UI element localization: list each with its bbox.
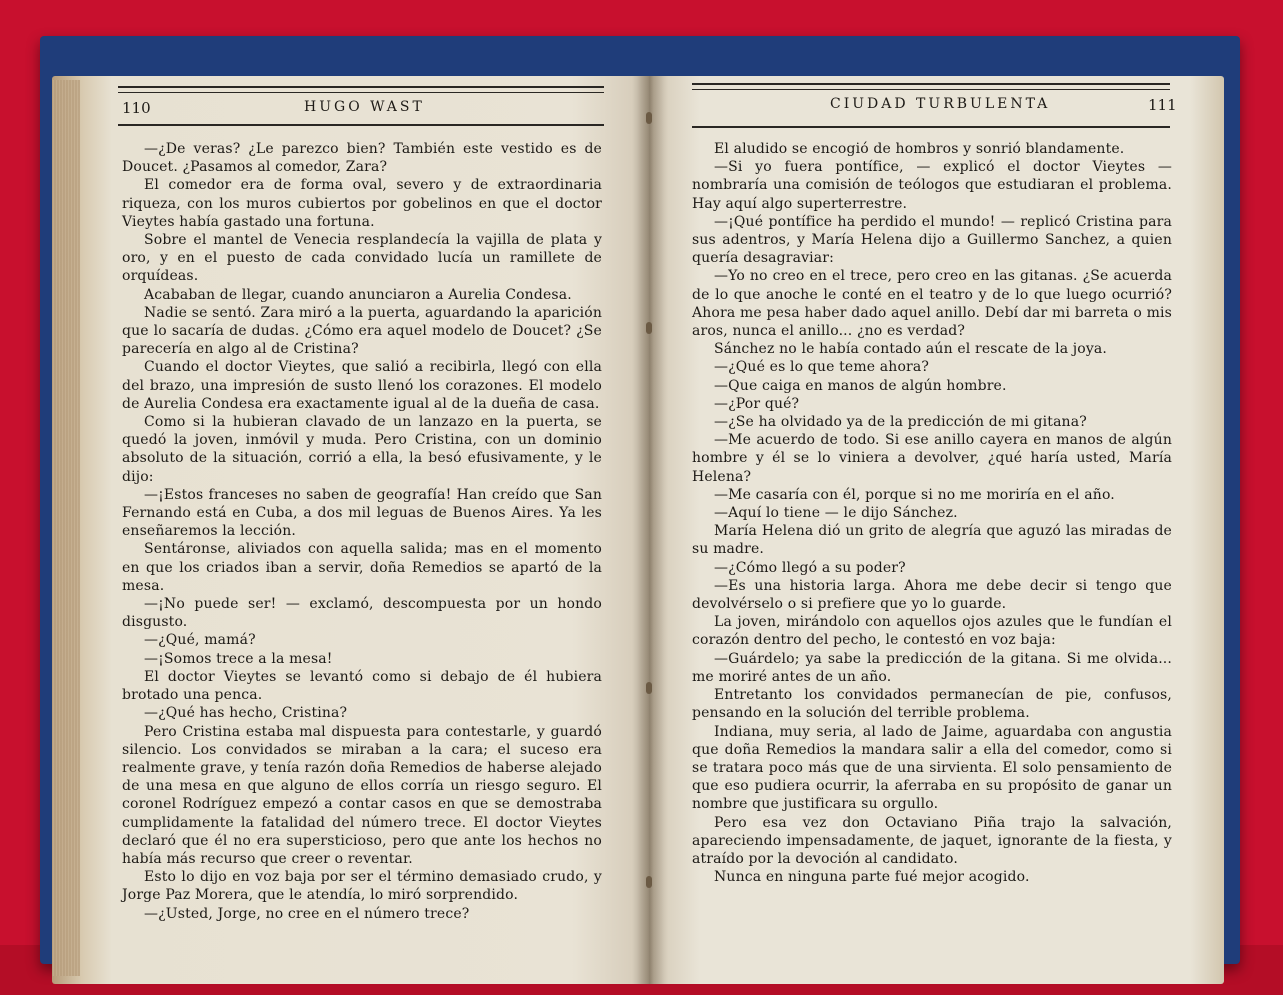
paragraph: Pero Cristina estaba mal dispuesta para contestarle, y guardó silencio. Los convidados se miraban a la cara; el suceso era realmente grave, y tenía razón doña Remedios de haberse alejado de una mesa en que alguno de ellos corría un riesgo seguro. El coronel Rodríguez empezó a contar casos en que se demostraba cumplidamente la fatalidad del número trece. El doctor Vieytes declaró que él no era supersticioso, pero que ante los hechos no había más recurso que creer o reventar. [122,723,602,867]
page-number: 111 [1148,96,1177,114]
right-body-text [692,140,1172,886]
binding-stitch [646,682,652,694]
paragraph: Nadie se sentó. Zara miró a la puerta, aguardando la aparición que lo sacaría de dudas. ¿Cómo era aquel modelo de Doucet? ¿Se parecería en algo al de Cristina? [122,304,602,358]
right-header [692,80,1177,130]
paragraph: —¿Usted, Jorge, no cree en el número trece? [144,905,470,922]
paragraph: Acababan de llegar, cuando anunciaron a Aurelia Condesa. [144,286,572,303]
left-header [118,80,604,130]
left-body-text [122,140,602,923]
paragraph: —¡Qué pontífice ha perdido el mundo! — replicó Cristina para sus adentros, y María Helena dijo a Guillermo Sanchez, a quien quería desagraviar: [692,213,1172,267]
paragraph: —¡Somos trece a la mesa! [144,650,333,667]
binding-stitch [646,876,652,888]
paragraph: Cuando el doctor Vieytes, que salió a recibirla, llegó con ella del brazo, una impresión de susto llenó los corazones. El modelo de Aurelia Condesa era exactamente igual al de la dueña de casa. [122,359,602,412]
paragraph: Entretanto los convidados permanecían de pie, confusos, pensando en la solución del terrible problema. [692,687,1172,722]
paragraph: Esto lo dijo en voz baja por ser el término demasiado crudo, y Jorge Paz Morera, que le atendía, lo miró sorprendido. [122,869,602,904]
paragraph: —¡No puede ser! — exclamó, descompuesta por un hondo disgusto. [122,596,602,631]
book-gutter [632,76,668,984]
paragraph: Pero esa vez don Octaviano Piña trajo la salvación, apareciendo impensadamente, de jaquet, ignorante de la fiesta, y atraído por la devoción al candidato. [692,814,1172,867]
binding-stitch [646,322,652,334]
paragraph: Sobre el mantel de Venecia resplandecía la vajilla de plata y oro, y en el puesto de cada convidado lucía un ramillete de orquídeas. [122,232,602,285]
paragraph: —Es una historia larga. Ahora me debe decir si tengo que devolvérselo o si prefiere que yo lo guarde. [692,577,1172,613]
paragraph: El comedor era de forma oval, severo y de extraordinaria riqueza, con los muros cubiertos por gobelinos en que el doctor Vieytes había gastado una fortuna. [122,177,602,230]
paragraph: —¿Qué es lo que teme ahora? [714,359,930,376]
running-head: CIUDAD TURBULENTA [830,96,1051,112]
paragraph: —Guárdelo; ya sabe la predicción de la gitana. Si me olvida... me moriré antes de un año. [692,650,1172,685]
paragraph: —Si yo fuera pontífice, — explicó el doctor Vieytes — nombraría una comisión de teólogos que estudiaran el problema. Hay aquí algo superterrestre. [692,159,1172,212]
paragraph: Como si la hubieran clavado de un lanzazo en la puerta, se quedó la joven, inmóvil y muda. Pero Cristina, con un dominio absoluto de la situación, corrió a ella, la besó efusivamente, y le dijo: [122,414,602,485]
paragraph: —¿Cómo llegó a su poder? [714,559,906,576]
paragraph: —Me casaría con él, porque si no me moriría en el año. [714,486,1115,503]
paragraph: —¡Estos franceses no saben de geografía! Han creído que San Fernando está en Cuba, a dos mil leguas de Buenos Aires. Ya les enseñaremos la lección. [122,486,602,540]
paragraph: —¿Por qué? [714,395,800,412]
running-head: HUGO WAST [304,99,425,115]
paragraph: —¿Se ha olvidado ya de la predicción de mi gitana? [714,414,1087,431]
paragraph: —Me acuerdo de todo. Si ese anillo cayera en manos de algún hombre y él se lo viniera a devolver, ¿qué haría usted, María Helena? [692,432,1172,485]
paragraph: María Helena dió un grito de alegría que aguzó las miradas de su madre. [692,523,1172,558]
paragraph: Nunca en ninguna parte fué mejor acogido. [714,869,1030,886]
paragraph: El doctor Vieytes se levantó como si debajo de él hubiera brotado una penca. [122,668,602,704]
paragraph: —Que caiga en manos de algún hombre. [714,377,1007,394]
paragraph: Sentáronse, aliviados con aquella salida; mas en el momento en que los criados iban a servir, doña Remedios se apartó de la mesa. [122,541,602,594]
paragraph: —¿Qué, mamá? [144,632,256,649]
paragraph: Indiana, muy seria, al lado de Jaime, aguardaba con angustia que doña Remedios la mandara salir a ella del comedor, como si se tratara poco más que de una sirvienta. El solo pensamiento de que eso pudiera ocurrir, la aferraba en su propósito de ganar un nombre que justificara su orgullo. [692,723,1172,813]
paragraph: —Aquí lo tiene — le dijo Sánchez. [714,505,958,522]
paragraph: —Yo no creo en el trece, pero creo en las gitanas. ¿Se acuerda de lo que anoche le conté en el teatro y de lo que luego ocurrió? Ahora me pesa haber dado aquel anillo. Debí dar mi barreta o mis aros, nunca el anillo... ¿no es verdad? [692,268,1172,340]
paragraph: Sánchez no le había contado aún el rescate de la joya. [714,341,1108,358]
page-number: 110 [122,99,151,117]
paragraph: El aludido se encogió de hombros y sonrió blandamente. [714,141,1125,157]
binding-stitch [646,112,652,124]
paragraph: —¿De veras? ¿Le parezco bien? También este vestido es de Doucet. ¿Pasamos al comedor, Zara? [122,141,602,176]
paragraph: La joven, mirándolo con aquellos ojos azules que le fundían el corazón dentro del pecho, le contestó en voz baja: [692,614,1172,649]
paragraph: —¿Qué has hecho, Cristina? [144,705,348,722]
page-edges [52,80,80,976]
